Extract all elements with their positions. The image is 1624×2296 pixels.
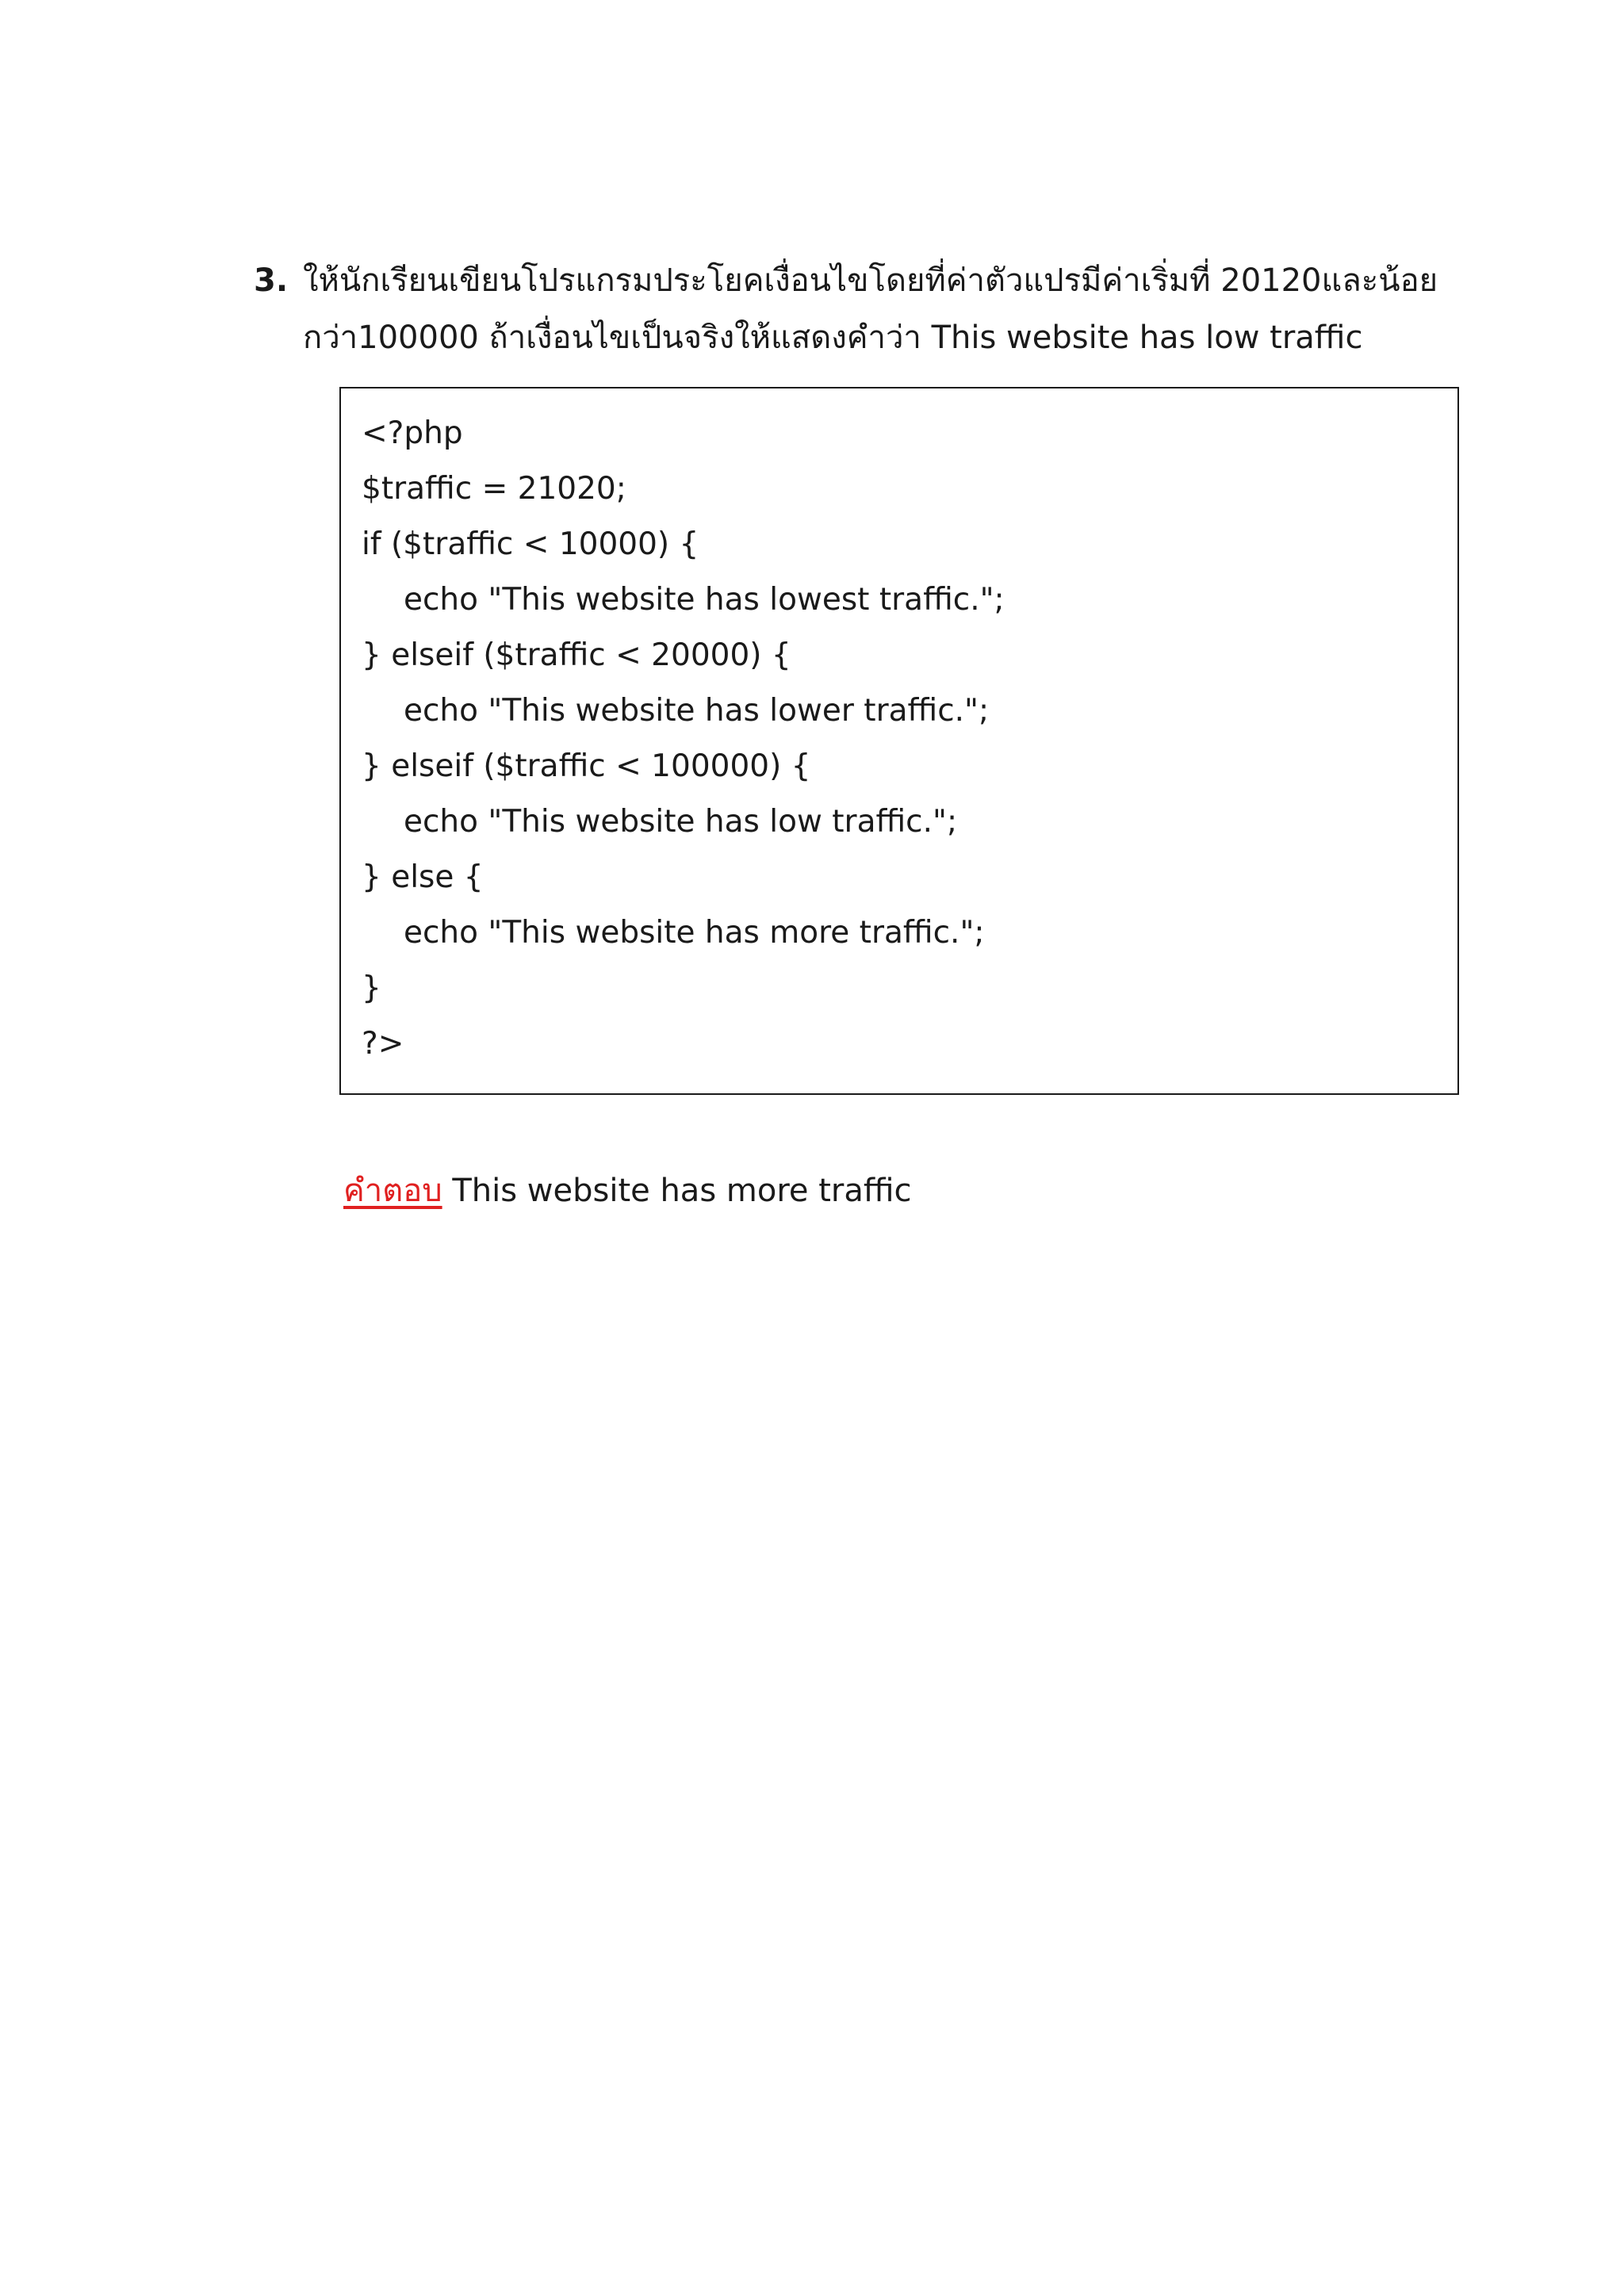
code-box (339, 387, 1459, 1095)
code-line-11: } (362, 970, 381, 1006)
code-line-2: $traffic = 21020; (362, 471, 626, 507)
code-line-10: echo "This website has more traffic."; (404, 915, 985, 951)
code-line-4: echo "This website has lowest traffic."; (404, 582, 1005, 618)
question-text-line-1: ให้นักเรียนเขียนโปรแกรมประโยคเงื่อนไขโดยที่ค่าตัวแปรมีค่าเริ่มที่ 20120และน้อย (303, 262, 1438, 299)
question-number: 3. (254, 262, 289, 299)
code-line-5: } elseif ($traffic < 20000) { (362, 637, 791, 673)
code-line-12: ?> (362, 1026, 404, 1062)
code-line-8: echo "This website has low traffic."; (404, 804, 958, 840)
code-line-3: if ($traffic < 10000) { (362, 526, 699, 562)
answer-text: This website has more traffic (452, 1173, 912, 1209)
code-line-7: } elseif ($traffic < 100000) { (362, 748, 811, 784)
question-text-line-2: กว่า100000 ถ้าเงื่อนไขเป็นจริงให้แสดงคำว่า This website has low traffic (303, 320, 1363, 356)
question-block (254, 252, 1491, 366)
code-line-1: <?php (362, 415, 463, 451)
code-line-9: } else { (362, 859, 484, 895)
answer-label: คำตอบ (343, 1173, 442, 1209)
question-line-1 (254, 252, 1491, 309)
answer-block (343, 1162, 912, 1219)
code-line-6: echo "This website has lower traffic."; (404, 693, 990, 729)
